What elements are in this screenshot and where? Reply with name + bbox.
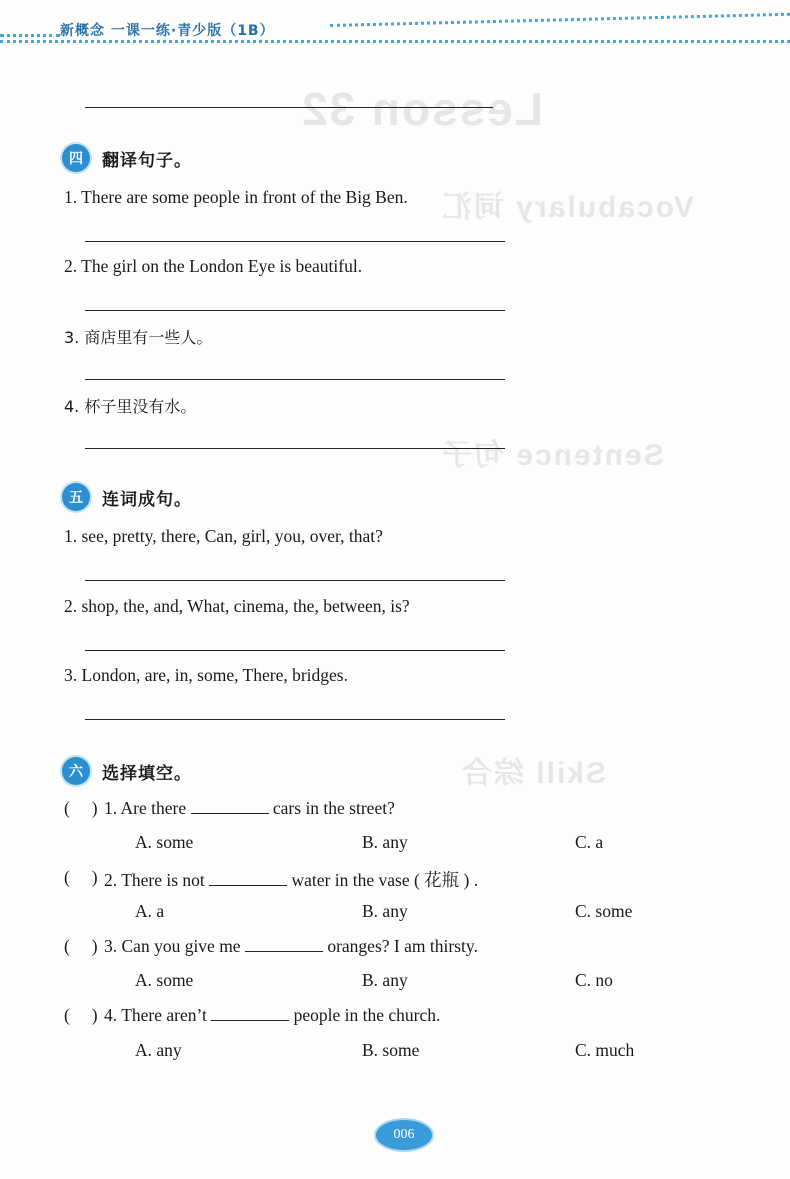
section-header-6	[62, 757, 192, 785]
question-text: 2. There is not water in the vase ( 花瓶 ) .	[104, 870, 479, 890]
option-c[interactable]: C. a	[575, 832, 604, 852]
option-c[interactable]: C. no	[575, 970, 613, 990]
section-header-4	[62, 144, 192, 172]
fill-blank	[209, 871, 287, 886]
section-number-badge: 四	[62, 144, 90, 172]
question-text: 4. There aren’t people in the church.	[104, 1005, 441, 1025]
answer-line[interactable]	[85, 310, 505, 311]
answer-bracket[interactable]: ( )	[64, 798, 98, 818]
question-text: 1. see, pretty, there, Can, girl, you, over, that?	[64, 526, 383, 546]
question-text: 2. The girl on the London Eye is beautiful.	[64, 256, 363, 276]
section-title: 翻译句子。	[102, 150, 192, 171]
header-dotted-rule-upper	[330, 13, 790, 27]
question-text: 2. shop, the, and, What, cinema, the, between, is?	[64, 596, 410, 616]
section-title: 选择填空。	[102, 763, 192, 784]
question-text: 3. 商店里有一些人。	[64, 328, 213, 347]
fill-blank	[191, 799, 269, 814]
option-b[interactable]: B. some	[362, 1040, 420, 1060]
answer-bracket[interactable]: ( )	[64, 936, 98, 956]
answer-line[interactable]	[85, 107, 493, 108]
page-number-badge: 006	[376, 1120, 432, 1150]
question-text: 1. Are there cars in the street?	[104, 798, 395, 818]
fill-blank	[245, 937, 323, 952]
answer-line[interactable]	[85, 241, 505, 242]
header-dotted-rule-lower	[0, 40, 790, 43]
fill-blank	[211, 1006, 289, 1021]
option-c[interactable]: C. some	[575, 901, 633, 921]
option-b[interactable]: B. any	[362, 832, 408, 852]
answer-bracket[interactable]: ( )	[64, 867, 98, 887]
series-title: 新概念 一课一练·青少版（1B）	[60, 23, 275, 39]
question-text: 1. There are some people in front of the Big Ben.	[64, 187, 408, 207]
page-header	[0, 0, 790, 48]
question-text: 3. Can you give me oranges? I am thirsty.	[104, 936, 478, 956]
option-a[interactable]: A. some	[135, 832, 194, 852]
section-number-badge: 五	[62, 483, 90, 511]
answer-line[interactable]	[85, 719, 505, 720]
question-text: 3. London, are, in, some, There, bridges.	[64, 665, 348, 685]
option-c[interactable]: C. much	[575, 1040, 635, 1060]
question-text: 4. 杯子里没有水。	[64, 397, 197, 416]
section-title: 连词成句。	[102, 489, 192, 510]
option-a[interactable]: A. any	[135, 1040, 182, 1060]
answer-line[interactable]	[85, 580, 505, 581]
option-b[interactable]: B. any	[362, 970, 408, 990]
header-dotted-rule	[0, 34, 60, 37]
option-b[interactable]: B. any	[362, 901, 408, 921]
answer-line[interactable]	[85, 650, 505, 651]
section-number-badge: 六	[62, 757, 90, 785]
answer-line[interactable]	[85, 379, 505, 380]
option-a[interactable]: A. a	[135, 901, 165, 921]
answer-bracket[interactable]: ( )	[64, 1005, 98, 1025]
section-header-5	[62, 483, 192, 511]
answer-line[interactable]	[85, 448, 505, 449]
option-a[interactable]: A. some	[135, 970, 194, 990]
